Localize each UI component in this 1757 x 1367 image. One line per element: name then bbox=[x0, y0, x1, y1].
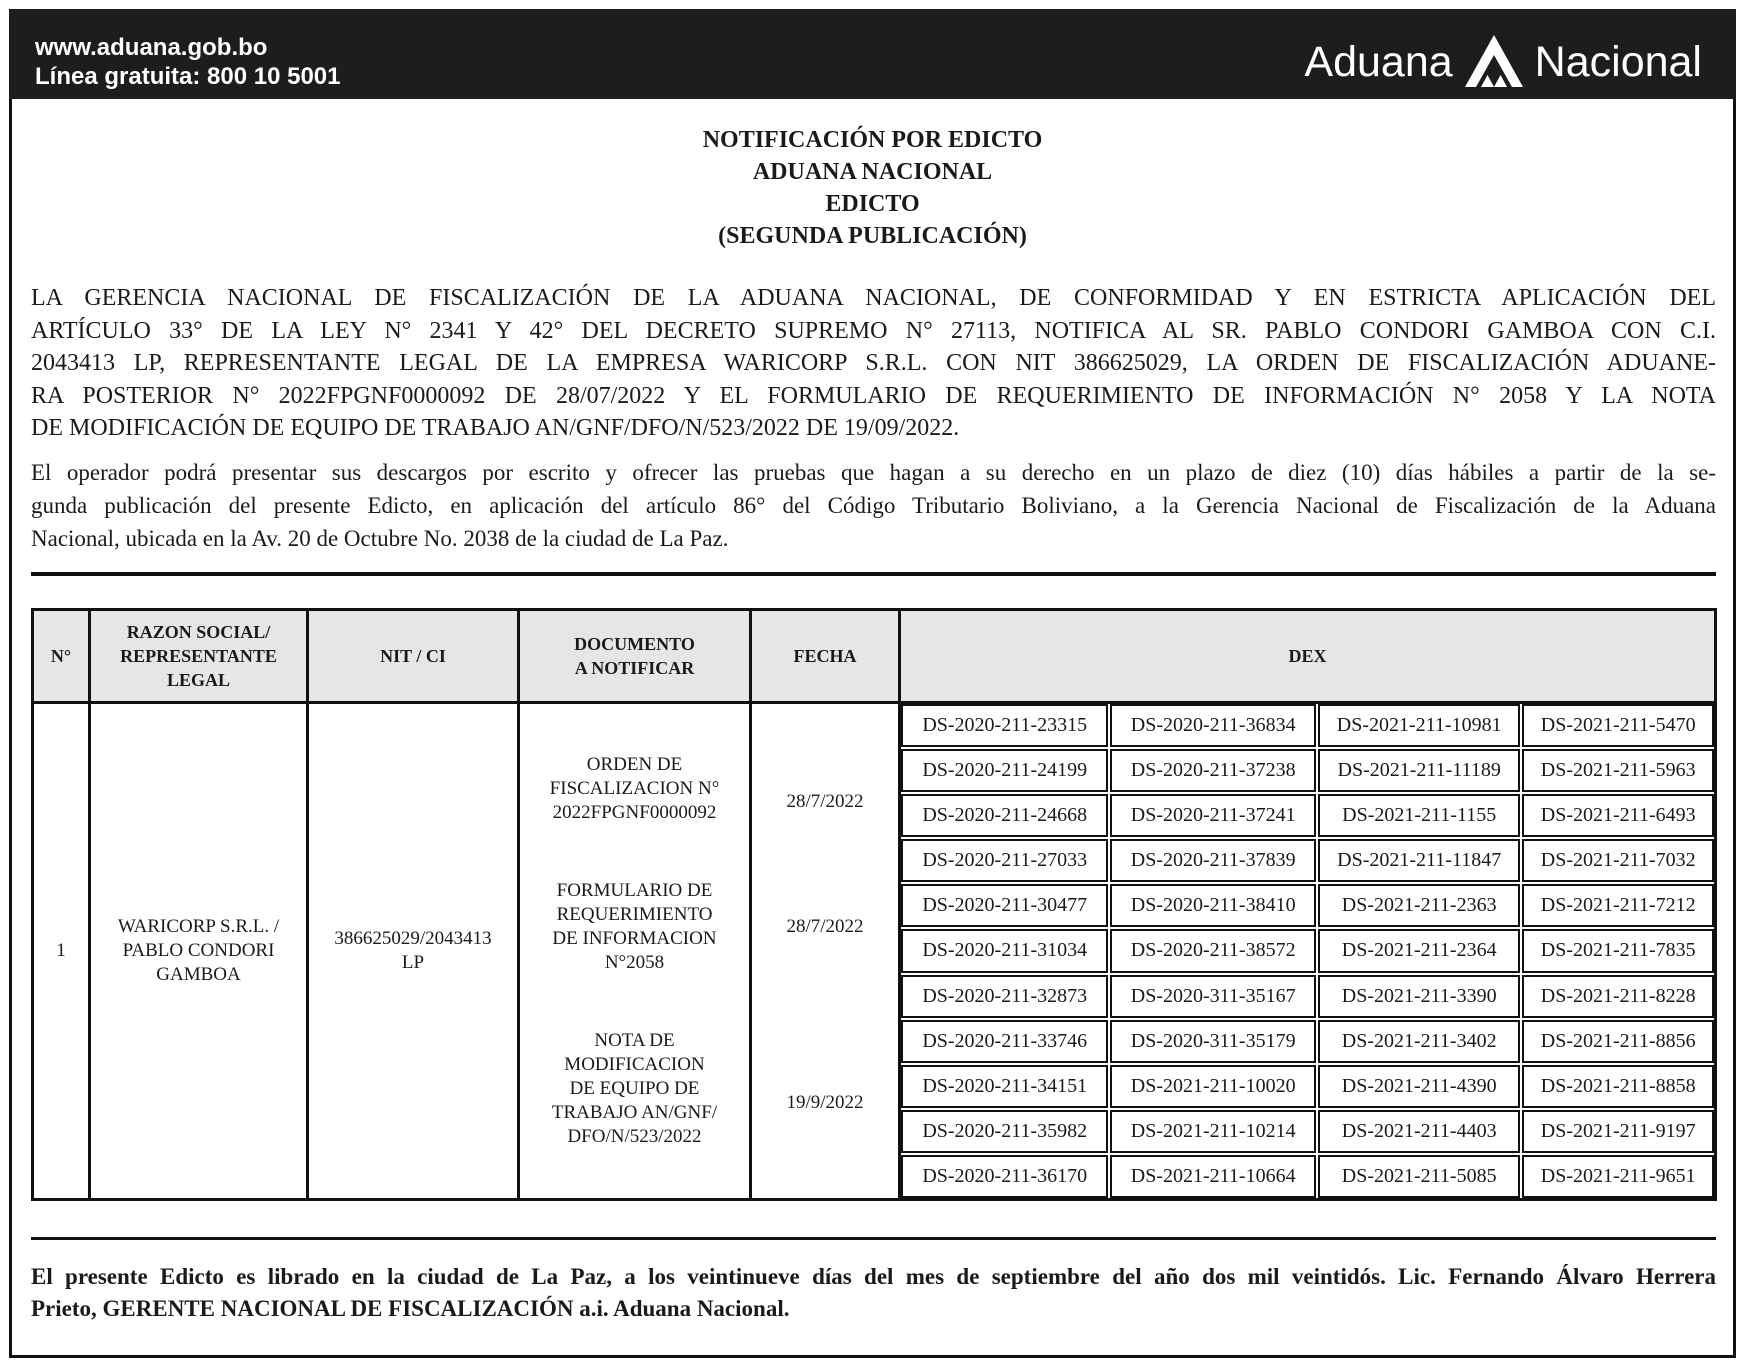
dex-cell: DS-2021-211-5085 bbox=[1318, 1155, 1521, 1198]
dex-cell: DS-2020-211-38410 bbox=[1110, 884, 1315, 927]
dex-cell: DS-2020-211-37839 bbox=[1110, 839, 1315, 882]
footer-signature bbox=[31, 1261, 1716, 1325]
document-line: FORMULARIO DE bbox=[556, 880, 713, 901]
dex-cell: DS-2020-211-36834 bbox=[1110, 704, 1315, 747]
row-number: 1 bbox=[56, 940, 66, 961]
dex-cell: DS-2021-211-1155 bbox=[1318, 794, 1521, 837]
dex-cell: DS-2021-211-5963 bbox=[1522, 749, 1714, 792]
dex-cell: DS-2020-211-38572 bbox=[1110, 929, 1315, 972]
dex-cell: DS-2021-211-3390 bbox=[1318, 975, 1521, 1018]
descargos-paragraph bbox=[31, 456, 1716, 555]
cell-number bbox=[34, 704, 88, 1198]
dex-cell: DS-2020-211-24199 bbox=[901, 749, 1108, 792]
cell-fechas bbox=[752, 704, 898, 1198]
dex-cell: DS-2021-211-7032 bbox=[1522, 839, 1714, 882]
aduana-mountain-logo-icon bbox=[1463, 37, 1525, 87]
contact-info bbox=[35, 33, 340, 91]
dex-cell: DS-2021-211-4403 bbox=[1318, 1110, 1521, 1153]
logo-word-nacional: Nacional bbox=[1534, 38, 1702, 86]
document-line: FISCALIZACION N° bbox=[549, 778, 720, 799]
header-dex-label: DEX bbox=[1288, 646, 1327, 666]
dex-cell: DS-2021-211-7835 bbox=[1522, 929, 1714, 972]
header-number-label: N° bbox=[50, 646, 72, 666]
footer-line: El presente Edicto es librado en la ciudad de La Paz, a los veintinueve días del mes de septiembre del año dos mil veintidós. Lic. Fernando Álvaro Herrera bbox=[31, 1264, 1716, 1289]
document-line: TRABAJO AN/GNF/ bbox=[551, 1102, 718, 1123]
dex-cell: DS-2021-211-9197 bbox=[1522, 1110, 1714, 1153]
nit-ci-line: LP bbox=[401, 952, 425, 973]
dex-cell: DS-2021-211-9651 bbox=[1522, 1155, 1714, 1198]
paragraph-line: DE MODIFICACIÓN DE EQUIPO DE TRABAJO AN/GNF/DFO/N/523/2022 DE 19/09/2022. bbox=[31, 415, 960, 441]
razon-social-line: GAMBOA bbox=[156, 964, 241, 985]
dex-cell: DS-2020-211-33746 bbox=[901, 1020, 1108, 1063]
document-line: DFO/N/523/2022 bbox=[567, 1126, 702, 1147]
dex-cell: DS-2020-211-36170 bbox=[901, 1155, 1108, 1198]
notification-paragraph bbox=[31, 282, 1716, 445]
document-nota-modificacion bbox=[520, 1029, 749, 1149]
document-date: 28/7/2022 bbox=[786, 916, 864, 937]
dex-cell: DS-2020-211-23315 bbox=[901, 704, 1108, 747]
title-line: (SEGUNDA PUBLICACIÓN) bbox=[718, 223, 1027, 249]
header-line: A NOTIFICAR bbox=[574, 658, 695, 678]
document-line: DE EQUIPO DE bbox=[569, 1078, 700, 1099]
dex-cell: DS-2020-311-35167 bbox=[1110, 975, 1315, 1018]
divider bbox=[31, 1237, 1716, 1240]
header-line: REPRESENTANTE bbox=[120, 646, 277, 666]
dex-cell: DS-2021-211-10981 bbox=[1318, 704, 1521, 747]
header-fecha-label: FECHA bbox=[793, 646, 857, 666]
document-formulario-requerimiento bbox=[520, 879, 749, 975]
dex-cell: DS-2021-211-11189 bbox=[1318, 749, 1521, 792]
header-line: RAZON SOCIAL/ bbox=[126, 622, 271, 642]
website-text: www.aduana.gob.bo bbox=[35, 34, 268, 61]
dex-cell: DS-2020-211-24668 bbox=[901, 794, 1108, 837]
header-fecha bbox=[752, 611, 898, 701]
title-line: ADUANA NACIONAL bbox=[752, 159, 993, 185]
header-nit-ci bbox=[309, 611, 517, 701]
header-line: LEGAL bbox=[166, 670, 231, 690]
document-line: N°2058 bbox=[604, 952, 665, 973]
dex-cell: DS-2020-211-32873 bbox=[901, 975, 1108, 1018]
dex-cell: DS-2020-211-31034 bbox=[901, 929, 1108, 972]
dex-cell: DS-2021-211-2363 bbox=[1318, 884, 1521, 927]
dex-cell: DS-2021-211-10214 bbox=[1110, 1110, 1315, 1153]
dex-cell: DS-2021-211-11847 bbox=[1318, 839, 1521, 882]
document-line: MODIFICACION bbox=[564, 1054, 705, 1075]
cell-razon-social bbox=[91, 704, 306, 1198]
dex-cell: DS-2021-211-6493 bbox=[1522, 794, 1714, 837]
dex-cell: DS-2020-211-27033 bbox=[901, 839, 1108, 882]
dex-cell: DS-2021-211-4390 bbox=[1318, 1065, 1521, 1108]
paragraph-line: 2043413 LP, REPRESENTANTE LEGAL DE LA EMPRESA WARICORP S.R.L. CON NIT 386625029, LA ORDEN DE FISCALIZACIÓN ADUANE- bbox=[31, 350, 1716, 376]
paragraph-line: gunda publicación del presente Edicto, en aplicación del artículo 86° del Código Tributario Boliviano, a la Gerencia Nacional de Fiscalización de la Aduana bbox=[31, 493, 1716, 518]
header-razon-social bbox=[91, 611, 306, 701]
paragraph-line: El operador podrá presentar sus descargos por escrito y ofrecer las pruebas que hagan a su derecho en un plazo de diez (10) días hábiles a partir de la se- bbox=[31, 460, 1716, 485]
dex-grid bbox=[901, 704, 1714, 1198]
dex-cell: DS-2021-211-8856 bbox=[1522, 1020, 1714, 1063]
header-number bbox=[34, 611, 88, 701]
dex-cell: DS-2021-211-10664 bbox=[1110, 1155, 1315, 1198]
notice-title bbox=[9, 124, 1736, 252]
dex-cell: DS-2021-211-7212 bbox=[1522, 884, 1714, 927]
header-line: DOCUMENTO bbox=[574, 634, 695, 654]
dex-cell: DS-2020-211-30477 bbox=[901, 884, 1108, 927]
cell-nit-ci bbox=[309, 704, 517, 1198]
paragraph-line: ARTÍCULO 33° DE LA LEY N° 2341 Y 42° DEL DECRETO SUPREMO N° 27113, NOTIFICA AL SR. PABLO CONDORI GAMBOA CON C.I. bbox=[31, 317, 1716, 344]
title-line: EDICTO bbox=[825, 191, 920, 217]
dex-cell: DS-2021-211-2364 bbox=[1318, 929, 1521, 972]
dex-cell: DS-2020-211-35982 bbox=[901, 1110, 1108, 1153]
title-line: NOTIFICACIÓN POR EDICTO bbox=[702, 127, 1043, 153]
paragraph-line: RA POSTERIOR N° 2022FPGNF0000092 DE 28/07/2022 Y EL FORMULARIO DE REQUERIMIENTO DE INFORMACIÓN N° 2058 Y LA NOTA bbox=[31, 382, 1716, 409]
dex-cell: DS-2021-211-10020 bbox=[1110, 1065, 1315, 1108]
razon-social-line: WARICORP S.R.L. / bbox=[117, 916, 280, 937]
hotline-text: Línea gratuita: 800 10 5001 bbox=[35, 63, 341, 90]
document-line: REQUERIMIENTO bbox=[556, 904, 713, 925]
dex-cell: DS-2020-211-37241 bbox=[1110, 794, 1315, 837]
document-date: 19/9/2022 bbox=[786, 1092, 864, 1113]
logo-word-aduana: Aduana bbox=[1304, 38, 1453, 86]
header-bar bbox=[9, 9, 1736, 99]
document-line: 2022FPGNF0000092 bbox=[552, 802, 717, 823]
dex-cell: DS-2020-211-37238 bbox=[1110, 749, 1315, 792]
aduana-nacional-logo bbox=[1304, 33, 1702, 91]
dex-cell: DS-2020-311-35179 bbox=[1110, 1020, 1315, 1063]
dex-cell: DS-2021-211-8858 bbox=[1522, 1065, 1714, 1108]
paragraph-line: LA GERENCIA NACIONAL DE FISCALIZACIÓN DE LA ADUANA NACIONAL, DE CONFORMIDAD Y EN ESTRICTA APLICACIÓN DEL bbox=[31, 285, 1716, 311]
header-nit-ci-label: NIT / CI bbox=[380, 646, 446, 666]
header-dex bbox=[901, 611, 1714, 701]
paragraph-line: Nacional, ubicada en la Av. 20 de Octubre No. 2038 de la ciudad de La Paz. bbox=[31, 526, 729, 551]
document-line: DE INFORMACION bbox=[552, 928, 717, 949]
nit-ci-line: 386625029/2043413 bbox=[334, 928, 492, 949]
notification-table bbox=[31, 608, 1717, 1201]
dex-cell: DS-2020-211-34151 bbox=[901, 1065, 1108, 1108]
dex-cell: DS-2021-211-3402 bbox=[1318, 1020, 1521, 1063]
footer-line: Prieto, GERENTE NACIONAL DE FISCALIZACIÓN a.i. Aduana Nacional. bbox=[31, 1296, 790, 1321]
document-date: 28/7/2022 bbox=[786, 791, 864, 812]
document-line: NOTA DE bbox=[594, 1030, 675, 1051]
document-line: ORDEN DE bbox=[586, 754, 683, 775]
razon-social-line: PABLO CONDORI bbox=[122, 940, 275, 961]
divider bbox=[31, 572, 1716, 576]
dex-cell: DS-2021-211-8228 bbox=[1522, 975, 1714, 1018]
dex-cell: DS-2021-211-5470 bbox=[1522, 704, 1714, 747]
header-documento bbox=[520, 611, 749, 701]
cell-documentos bbox=[520, 704, 749, 1198]
document-orden-fiscalizacion bbox=[520, 753, 749, 825]
